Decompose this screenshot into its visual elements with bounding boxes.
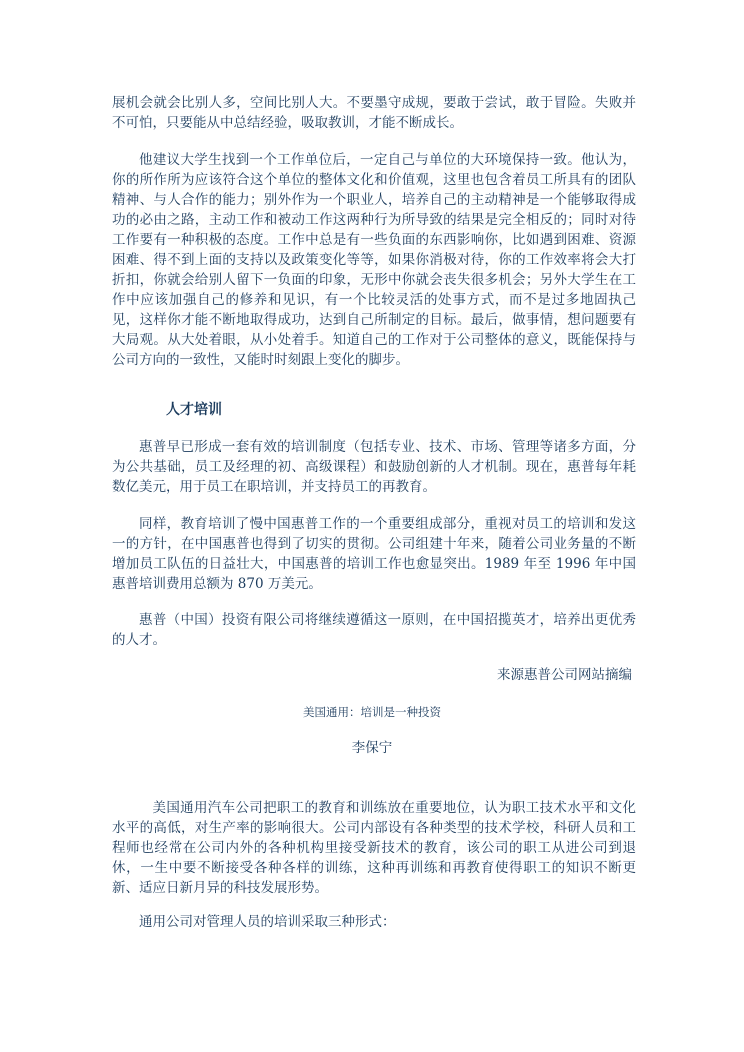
article-title: 美国通用：培训是一种投资 bbox=[303, 705, 441, 719]
paragraph-gm-management-training: 通用公司对管理人员的培训采取三种形式： bbox=[139, 914, 396, 930]
paragraph-hp-training-system: 惠普早已形成一套有效的培训制度（包括专业、技术、市场、管理等诸多方面，分为公共基础，员工及经理的初、高级课程）和鼓励创新的人才机制。现在，惠普每年耗数亿美元，用于员工在职培训，并支持员工的再教育。 bbox=[112, 439, 636, 495]
paragraph-gm-training: 美国通用汽车公司把职工的教育和训练放在重要地位，认为职工技术水平和文化水平的高低，对生产率的影响很大。公司内部设有各种类型的技术学校，科研人员和工程师也经常在公司内外的各种机构里接受新技术的教育，该公司的职工从进公司到退休，一生中要不断接受各种各样的训练，这种再训练和再教育使得职工的知识不断更新、适应日新月异的科技发展形势。 bbox=[112, 800, 636, 896]
source-attribution: 来源惠普公司网站摘编 bbox=[497, 667, 632, 683]
section-heading-talent-training: 人才培训 bbox=[166, 402, 222, 418]
paragraph-hp-china-training: 同样，教育培训了慢中国惠普工作的一个重要组成部分，重视对员工的培训和发这一的方针，在中国惠普也得到了切实的贯彻。公司组建十年来，随着公司业务量的不断增加员工队伍的日益壮大，中国惠普的培训工作也愈显突出。1989 年至 1996 年中国惠普培训费用总额为 870 万美元。 bbox=[112, 516, 636, 592]
paragraph-career-opportunity: 展机会就会比别人多，空间比别人大。不要墨守成规，要敢于尝试，敢于冒险。失败并不可怕，只要能从中总结经验，吸取教训，才能不断成长。 bbox=[112, 95, 636, 131]
paragraph-hp-china-investment: 惠普（中国）投资有限公司将继续遵循这一原则，在中国招揽英才，培养出更优秀的人才。 bbox=[112, 612, 636, 648]
article-author: 李保宁 bbox=[351, 740, 393, 756]
paragraph-work-attitude: 他建议大学生找到一个工作单位后，一定自己与单位的大环境保持一致。他认为，你的所作所为应该符合这个单位的整体文化和价值观，这里也包含着员工所具有的团队精神、与人合作的能力；别外作为一个职业人，培养自己的主动精神是一个能够取得成功的必由之路，主动工作和被动工作这两种行为所导致的结果是完全相反的；同时对待工作要有一种积极的态度。工作中总是有一些负面的东西影响你，比如遇到困难、资源困难、得不到上面的支持以及政策变化等等，如果你消极对待，你的工作效率将会大打折扣，你就会给别人留下一负面的印象，无形中你就会丧失很多机会；另外大学生在工作中应该加强自己的修养和见识，有一个比较灵活的处事方式，而不是过多地固执己见，这样你才能不断地取得成功，达到自己所制定的目标。最后，做事情，想问题要有大局观。从大处着眼，从小处着手。知道自己的工作对于公司整体的意义，既能保持与公司方向的一致性，又能时时刻跟上变化的脚步。 bbox=[112, 152, 636, 368]
